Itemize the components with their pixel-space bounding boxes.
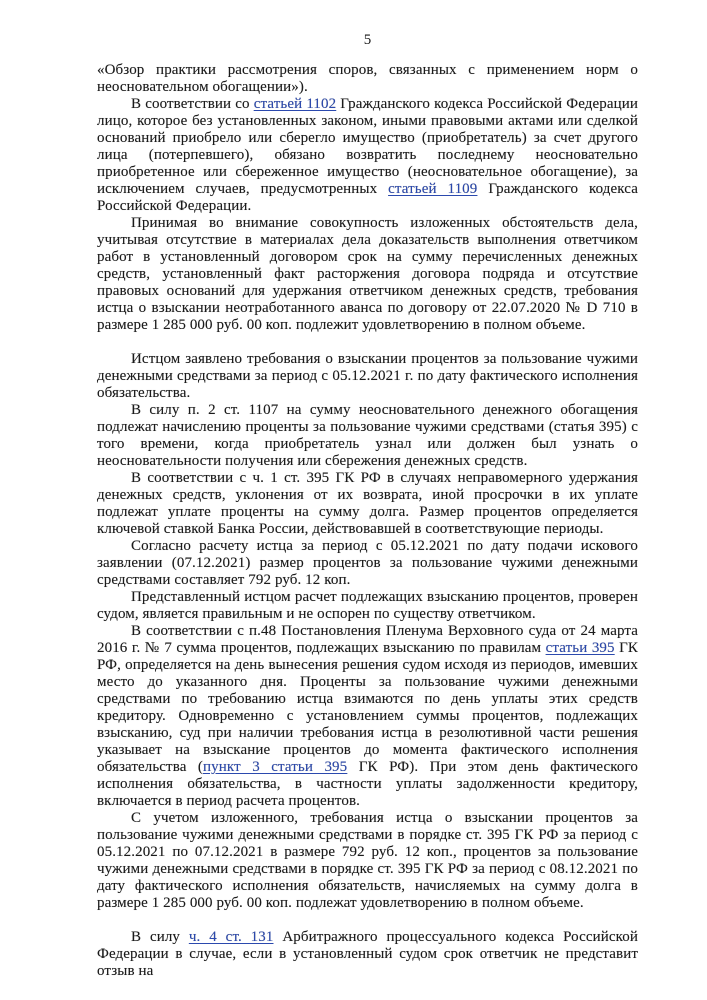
paragraph [97, 470, 638, 538]
document-body [97, 62, 638, 980]
paragraph-text: В соответствии с ч. 1 ст. 395 ГК РФ в случаях неправомерного удержания денежных средств, уклонения от их возврата, иной просрочки в их уплате подлежат уплате проценты на сумму долга. Размер процентов определяется ключевой ставкой Банка России, действовавшей в соответствующие периоды. [97, 470, 638, 537]
paragraph-text: Гражданского кодекса Российской Федерации. [97, 181, 638, 214]
paragraph-text: В силу п. 2 ст. 1107 на сумму неосновательного денежного обогащения подлежат начислению проценты за пользование чужими средствами (статья 395) с того времени, когда приобретатель узнал или должен был узнать о неосновательности получения или сбережения денежных средств. [97, 402, 638, 469]
paragraph [97, 62, 638, 96]
paragraph [97, 589, 638, 623]
paragraph-text: ГК РФ, определяется на день вынесения решения судом исходя из периодов, имевших место до указанного дня. Проценты за пользование чужими денежными средствами по требованию истца взимаются по день уплаты этих средств кредитору. Одновременно с установлением суммы процентов, подлежащих взысканию, суд при наличии требования истца в резолютивной части решения указывает на взыскание процентов до момента фактического исполнения обязательства ( [97, 640, 638, 775]
statute-link[interactable]: ч. 4 ст. 131 [188, 929, 274, 945]
paragraph [97, 538, 638, 589]
paragraph-text: В силу [131, 929, 189, 945]
statute-link[interactable]: статьей 1109 [388, 181, 478, 197]
statute-link[interactable]: пункт 3 статьи 395 [203, 759, 348, 775]
paragraph-text: В соответствии со [131, 96, 254, 112]
paragraph-text: ГК РФ). При этом день фактического исполнения обязательства, в частности уплаты задолженности кредитору, включается в период расчета процентов. [97, 759, 638, 809]
paragraph [97, 96, 638, 215]
paragraph-text: Представленный истцом расчет подлежащих взысканию процентов, проверен судом, является правильным и не оспорен по существу ответчиком. [97, 589, 638, 622]
paragraph-text: С учетом изложенного, требования истца о взыскании процентов за пользование чужими денежными средствами в порядке ст. 395 ГК РФ за период с 05.12.2021 по 07.12.2021 в размере 792 руб. 12 коп., процентов за пользование чужими денежными средствами в порядке ст. 395 ГК РФ за период с 08.12.2021 по дату фактического исполнения обязательств, начисляемых на сумму долга в размере 1 285 000 руб. 00 коп. подлежат удовлетворению в полном объеме. [97, 810, 638, 911]
page-number: 5 [363, 32, 372, 48]
paragraph-text: Арбитражного процессуального кодекса Российской Федерации в случае, если в установленный судом срок ответчик не представит отзыв на [97, 929, 638, 979]
paragraph-text: Согласно расчету истца за период с 05.12.2021 по дату подачи искового заявлении (07.12.2021) размер процентов за пользование чужими денежными средствами составляет 792 руб. 12 коп. [97, 538, 638, 588]
paragraph [97, 351, 638, 402]
paragraph [97, 623, 638, 810]
paragraph [97, 215, 638, 334]
paragraph-text: Принимая во внимание совокупность изложенных обстоятельств дела, учитывая отсутствие в материалах дела доказательств выполнения ответчиком работ в установленный договором срок на сумму перечисленных денежных средств, установленный факт расторжения договора подряда и отсутствие правовых оснований для удержания ответчиком денежных средств, требования истца о взыскании неотработанного аванса по договору от 22.07.2020 № D 710 в размере 1 285 000 руб. 00 коп. подлежит удовлетворению в полном объеме. [97, 215, 638, 333]
paragraph-text: В соответствии с п.48 Постановления Пленума Верховного суда от 24 марта 2016 г. № 7 сумма процентов, подлежащих взысканию по правилам [97, 623, 638, 656]
paragraph [97, 402, 638, 470]
paragraph [97, 810, 638, 912]
paragraph [97, 929, 638, 980]
paragraph-text: Истцом заявлено требования о взыскании процентов за пользование чужими денежными средствами за период с 05.12.2021 г. по дату фактического исполнения обязательства. [97, 351, 638, 401]
statute-link[interactable]: статьи 395 [545, 640, 615, 656]
statute-link[interactable]: статьей 1102 [253, 96, 337, 112]
paragraph-text: Гражданского кодекса Российской Федерации лицо, которое без установленных законом, иными правовыми актами или сделкой оснований приобрело или сберегло имущество (приобретатель) за счет другого лица (потерпевшего), обязано возвратить последнему неосновательно приобретенное или сбереженное имущество (неосновательное обогащение), за исключением случаев, предусмотренных [97, 96, 639, 197]
paragraph-text: «Обзор практики рассмотрения споров, связанных с применением норм о неосновательном обогащении»). [97, 62, 638, 95]
